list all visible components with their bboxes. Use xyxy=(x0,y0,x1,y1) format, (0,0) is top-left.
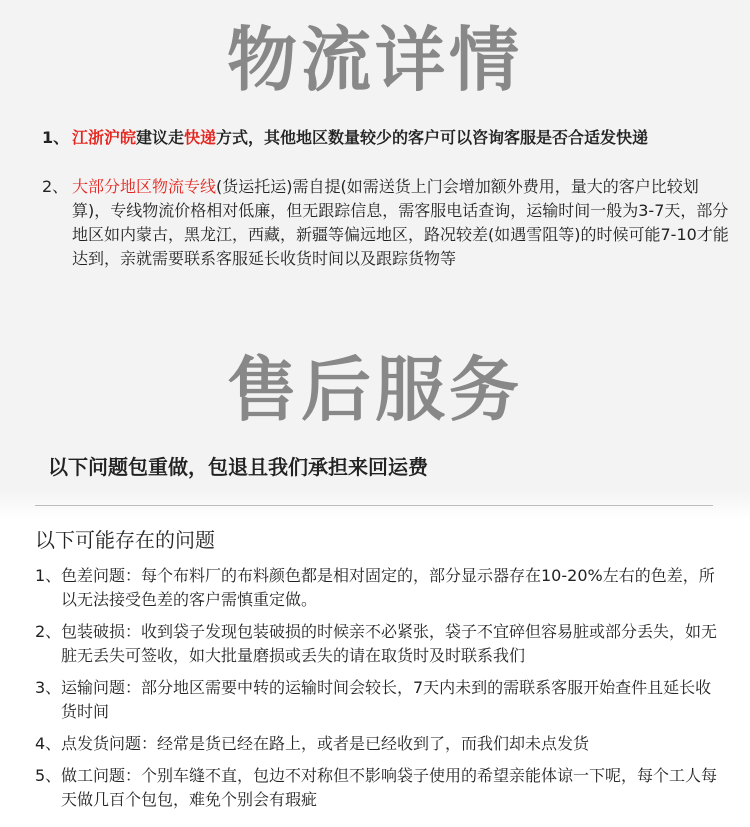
divider xyxy=(35,505,713,506)
item-text: 做工问题：个别车缝不直，包边不对称但不影响袋子使用的希望亲能体谅一下呢，每个工人每天做几百个包包，难免个别会有瑕疵 xyxy=(61,766,718,809)
item-text: 运输问题：部分地区需要中转的运输时间会较长，7天内未到的需联系客服开始查件且延长收货时间 xyxy=(61,678,712,721)
problem-item xyxy=(35,764,725,812)
item-text-body: (货运托运)需自提(如需送货上门会增加额外费用，量大的客户比较划算)，专线物流价格相对低廉，但无跟踪信息，需客服电话查询，运输时间一般为3-7天，部分地区如内蒙古，黑龙江，西藏，新疆等偏远地区，路况较差(如遇雪阻等)的时候可能7-10才能达到，亲就需要联系客服延长收货时间以及跟踪货物等 xyxy=(72,177,729,268)
service-title: 售后服务 xyxy=(227,349,523,431)
item-text-a: 建议走 xyxy=(136,128,185,147)
problem-item xyxy=(35,620,725,668)
item-number: 1、 xyxy=(35,566,62,585)
highlight-region: 江浙沪皖 xyxy=(72,128,137,147)
item-number: 2、 xyxy=(35,622,62,641)
item-number: 3、 xyxy=(35,678,62,697)
item-number: 4、 xyxy=(35,734,62,753)
logistics-title: 物流详情 xyxy=(227,19,523,101)
item-text xyxy=(72,126,732,150)
item-text-b: 方式，其他地区数量较少的客户可以咨询客服是否合适发快递 xyxy=(216,128,649,147)
item-text xyxy=(72,175,732,271)
problems-heading: 以下可能存在的问题 xyxy=(35,528,215,552)
item-number: 5、 xyxy=(35,766,62,785)
item-text: 点发货问题：经常是货已经在路上，或者是已经收到了，而我们却未点发货 xyxy=(61,734,590,753)
service-subtitle: 以下问题包重做，包退且我们承担来回运费 xyxy=(48,455,428,479)
logistics-item-2 xyxy=(42,175,732,271)
item-text: 包装破损：收到袋子发现包装破损的时候亲不必紧张，袋子不宜碎但容易脏或部分丢失，如无脏无丢失可签收，如大批量磨损或丢失的请在取货时及时联系我们 xyxy=(61,622,718,665)
problem-item xyxy=(35,564,725,612)
highlight-express: 快递 xyxy=(184,128,217,147)
item-number: 1、 xyxy=(42,128,70,147)
logistics-item-1 xyxy=(42,126,732,150)
problem-item xyxy=(35,732,725,756)
highlight-special-line: 大部分地区物流专线 xyxy=(72,177,217,196)
item-text: 色差问题：每个布料厂的布料颜色都是相对固定的，部分显示器存在10-20%左右的色差，所以无法接受色差的客户需慎重定做。 xyxy=(61,566,715,609)
item-number: 2、 xyxy=(42,177,69,196)
problem-item xyxy=(35,676,725,724)
